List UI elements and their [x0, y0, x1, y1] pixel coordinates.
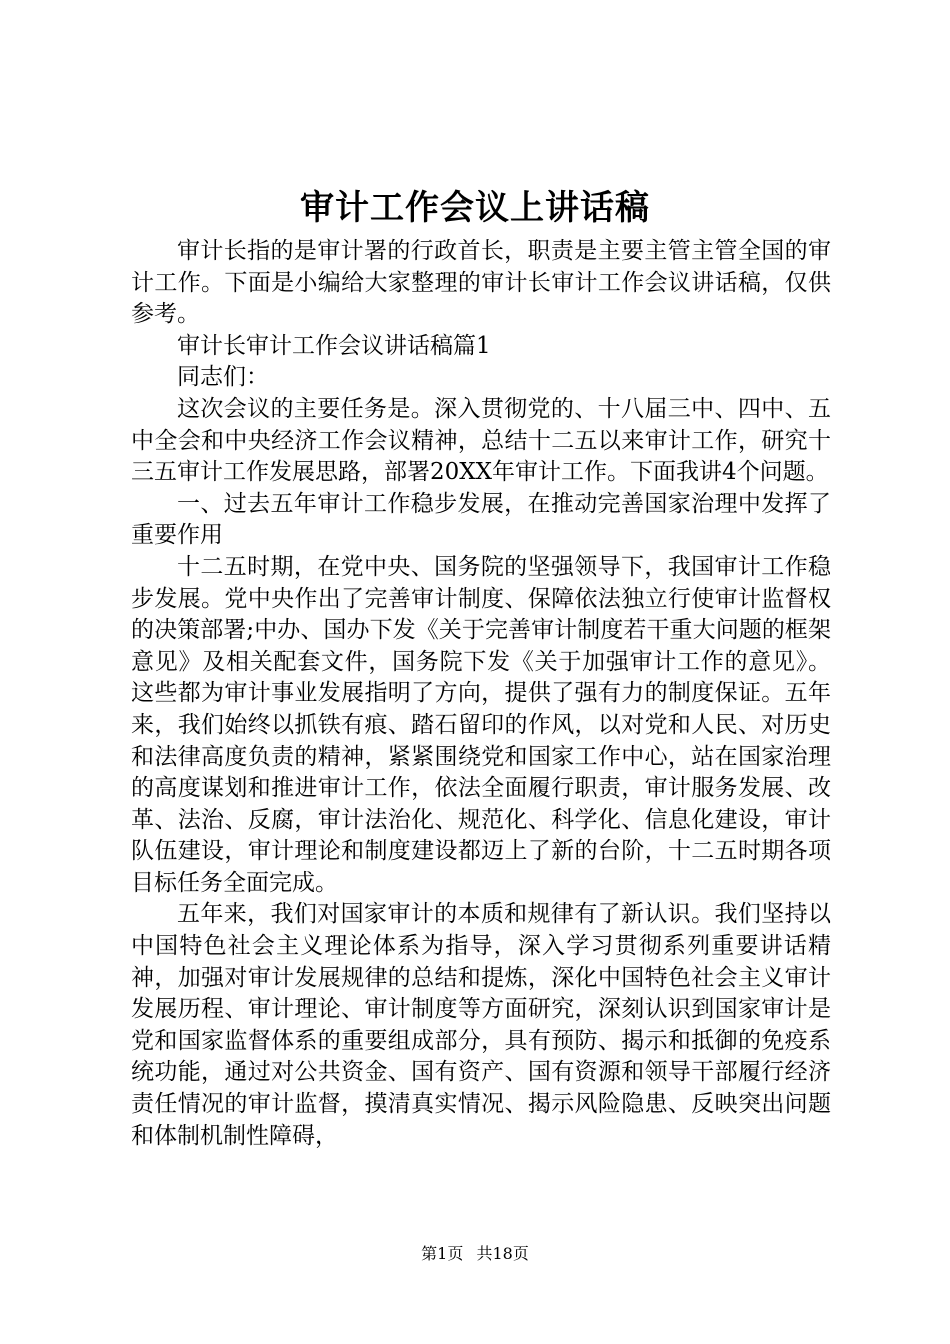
paragraph-five-years: 五年来，我们对国家审计的本质和规律有了新认识。我们坚持以中国特色社会主义理论体系为指导，深入学习贯彻系列重要讲话精神，加强对审计发展规律的总结和提炼，深化中国特色社会主义审计发展历程、审计理论、审计制度等方面研究，深刻认识到国家审计是党和国家监督体系的重要组成部分，具有预防、揭示和抵御的免疫系统功能，通过对公共资金、国有资产、国有资源和领导干部履行经济责任情况的审计监督，摸清真实情况、揭示风险隐患、反映突出问题和体制机制性障碍，: [131, 901, 831, 1149]
page-total: 共18页: [476, 1244, 529, 1263]
document-title: 审计工作会议上讲话稿: [300, 188, 650, 228]
paragraph-twelfth-five: 十二五时期，在党中央、国务院的坚强领导下，我国审计工作稳步发展。党中央作出了完善审计制度、保障依法独立行使审计监督权的决策部署;中办、国办下发《关于完善审计制度若干重大问题的框架意见》及相关配套文件，国务院下发《关于加强审计工作的意见》。这些都为审计事业发展指明了方向，提供了强有力的制度保证。五年来，我们始终以抓铁有痕、踏石留印的作风，以对党和人民、对历史和法律高度负责的精神，紧紧围绕党和国家工作中心，站在国家治理的高度谋划和推进审计工作，依法全面履行职责，审计服务发展、改革、法治、反腐，审计法治化、规范化、科学化、信息化建设，审计队伍建设，审计理论和制度建设都迈上了新的台阶，十二五时期各项目标任务全面完成。: [131, 553, 831, 896]
paragraph-salutation: 同志们：: [177, 364, 269, 391]
paragraph-heading-one: 一、过去五年审计工作稳步发展，在推动完善国家治理中发挥了重要作用: [131, 490, 831, 549]
document-body: [131, 236, 831, 1152]
page-footer: [0, 1244, 950, 1264]
paragraph-section-heading: 审计长审计工作会议讲话稿篇1: [177, 332, 491, 359]
paragraph-intro: 审计长指的是审计署的行政首长，职责是主要主管主管全国的审计工作。下面是小编给大家整理的审计长审计工作会议讲话稿，仅供参考。: [131, 238, 831, 328]
page-number: 第1页: [421, 1244, 464, 1263]
paragraph-meeting-task: 这次会议的主要任务是。深入贯彻党的、十八届三中、四中、五中全会和中央经济工作会议精神，总结十二五以来审计工作，研究十三五审计工作发展思路，部署20XX年审计工作。下面我讲4个问题。: [131, 395, 831, 486]
